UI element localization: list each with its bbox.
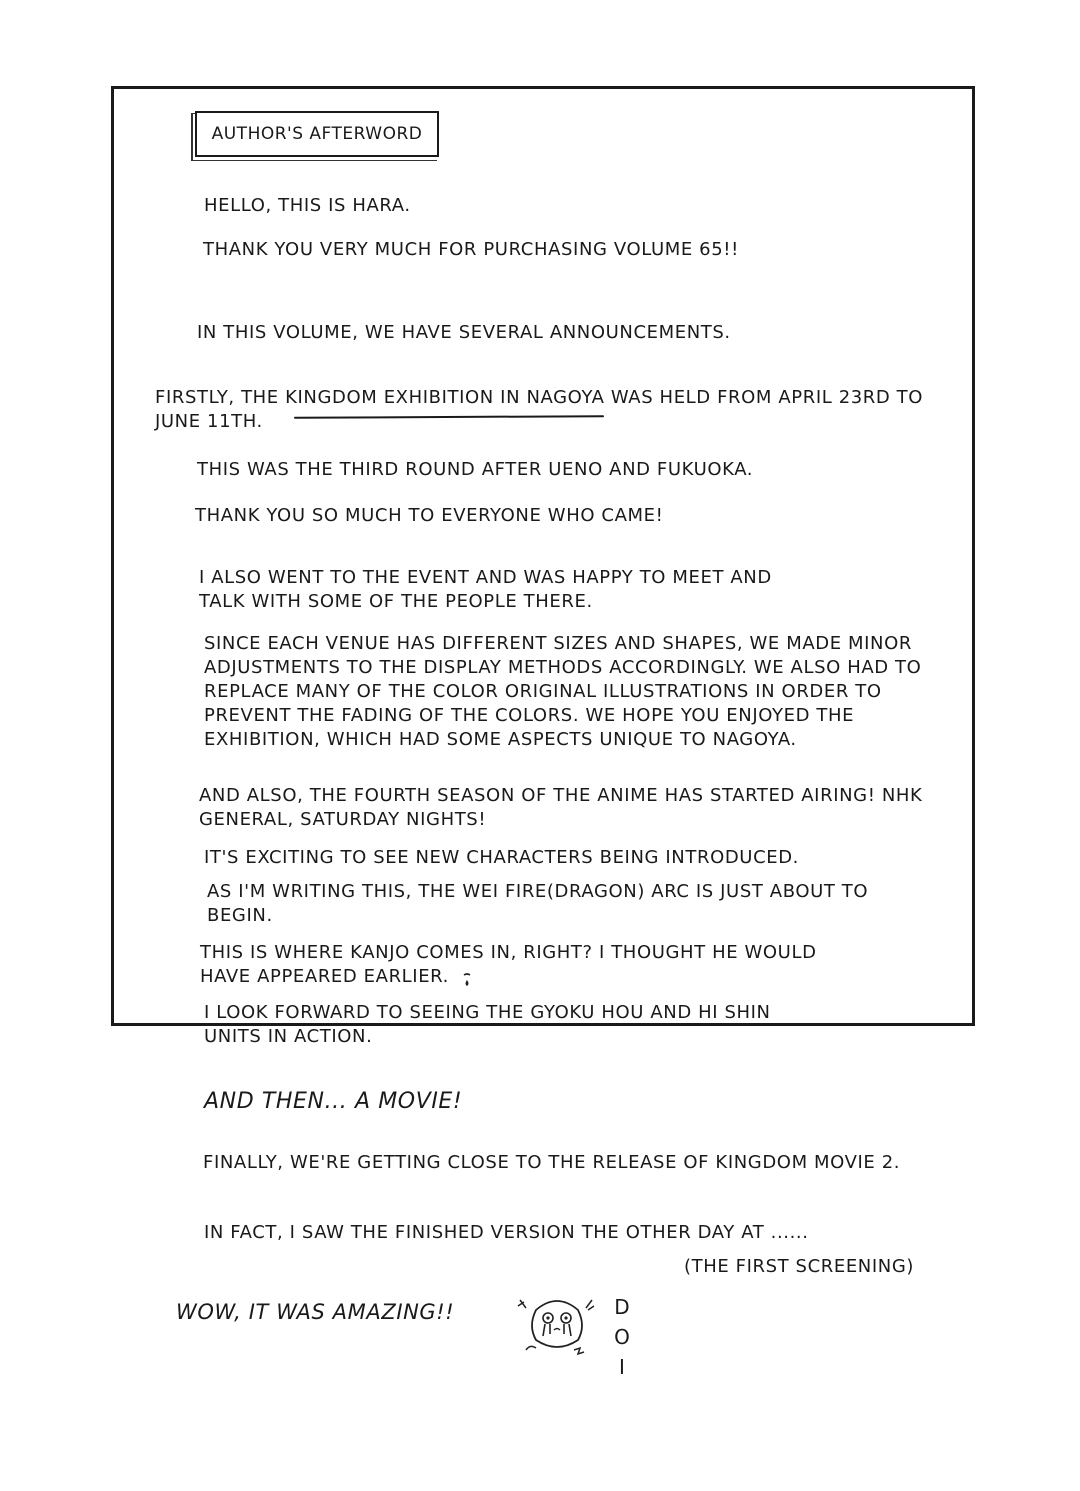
text-line: IT'S EXCITING TO SEE NEW CHARACTERS BEING INTRODUCED.	[204, 847, 799, 868]
paragraph-greeting	[204, 194, 411, 218]
sweat-drop-icon	[462, 972, 472, 991]
paragraph-event-visit	[199, 566, 772, 614]
text-line: AND THEN... A MOVIE!	[204, 1089, 463, 1114]
text-line: IN THIS VOLUME, WE HAVE SEVERAL ANNOUNCEMENTS.	[197, 322, 731, 343]
text-line: ADJUSTMENTS TO THE DISPLAY METHODS ACCORDINGLY. WE ALSO HAD TO	[204, 657, 922, 678]
paragraph-thanks-visitors	[195, 504, 663, 528]
text-line: BEGIN.	[207, 905, 273, 926]
paragraph-thanks	[203, 238, 739, 262]
paragraph-units	[204, 1001, 771, 1049]
text-line: HAVE APPEARED EARLIER.	[200, 966, 449, 987]
text-line: TALK WITH SOME OF THE PEOPLE THERE.	[199, 591, 593, 612]
text-line: JUNE 11TH.	[155, 411, 263, 432]
afterword-title-text: AUTHOR'S AFTERWORD	[211, 124, 423, 144]
text-line: FINALLY, WE'RE GETTING CLOSE TO THE RELEASE OF KINGDOM MOVIE 2.	[203, 1152, 901, 1173]
text-line: THIS WAS THE THIRD ROUND AFTER UENO AND FUKUOKA.	[197, 459, 754, 480]
paragraph-venue-details	[204, 632, 921, 752]
doi-sound-effect	[612, 1292, 632, 1382]
doi-letter: D	[614, 1295, 630, 1319]
paragraph-movie-heading	[204, 1088, 462, 1116]
paragraph-new-characters	[204, 846, 799, 870]
doi-letter: I	[619, 1355, 625, 1379]
text-line: I LOOK FORWARD TO SEEING THE GYOKU HOU AND HI SHIN	[204, 1002, 771, 1023]
text-line: FIRSTLY, THE KINGDOM EXHIBITION IN NAGOYA WAS HELD FROM APRIL 23RD TO	[155, 387, 924, 408]
text-line: WOW, IT WAS AMAZING!!	[176, 1300, 455, 1324]
paragraph-exhibition	[155, 386, 923, 434]
text-line: SINCE EACH VENUE HAS DIFFERENT SIZES AND SHAPES, WE MADE MINOR	[204, 633, 912, 654]
paragraph-kanjo	[200, 941, 817, 989]
paragraph-wei-arc	[207, 880, 868, 928]
text-line: EXHIBITION, WHICH HAD SOME ASPECTS UNIQUE TO NAGOYA.	[204, 729, 797, 750]
text-line: THANK YOU VERY MUCH FOR PURCHASING VOLUME 65!!	[203, 239, 739, 260]
text-line: IN FACT, I SAW THE FINISHED VERSION THE OTHER DAY AT ......	[204, 1222, 809, 1243]
afterword-title	[195, 111, 439, 157]
paragraph-finished-version	[204, 1221, 809, 1245]
text-line: THIS IS WHERE KANJO COMES IN, RIGHT? I THOUGHT HE WOULD	[200, 942, 817, 963]
paragraph-anime	[199, 784, 922, 832]
doi-letter: O	[614, 1325, 630, 1349]
text-line: (THE FIRST SCREENING)	[684, 1256, 915, 1277]
crying-face-doodle-icon	[512, 1290, 602, 1370]
text-line: UNITS IN ACTION.	[204, 1026, 373, 1047]
text-line: GENERAL, SATURDAY NIGHTS!	[199, 809, 487, 830]
text-line: I ALSO WENT TO THE EVENT AND WAS HAPPY TO MEET AND	[199, 567, 772, 588]
paragraph-movie-release	[203, 1151, 900, 1175]
text-line: PREVENT THE FADING OF THE COLORS. WE HOPE YOU ENJOYED THE	[204, 705, 855, 726]
text-line: THANK YOU SO MUCH TO EVERYONE WHO CAME!	[195, 505, 664, 526]
paragraph-third-round	[197, 458, 753, 482]
paragraph-first-screening	[684, 1255, 914, 1279]
text-line: AS I'M WRITING THIS, THE WEI FIRE(DRAGON) ARC IS JUST ABOUT TO	[207, 881, 869, 902]
text-line: AND ALSO, THE FOURTH SEASON OF THE ANIME HAS STARTED AIRING! NHK	[199, 785, 923, 806]
paragraph-announcements	[197, 321, 731, 345]
text-line: HELLO, THIS IS HARA.	[204, 195, 411, 216]
text-line: REPLACE MANY OF THE COLOR ORIGINAL ILLUSTRATIONS IN ORDER TO	[204, 681, 882, 702]
paragraph-amazing	[176, 1298, 454, 1326]
